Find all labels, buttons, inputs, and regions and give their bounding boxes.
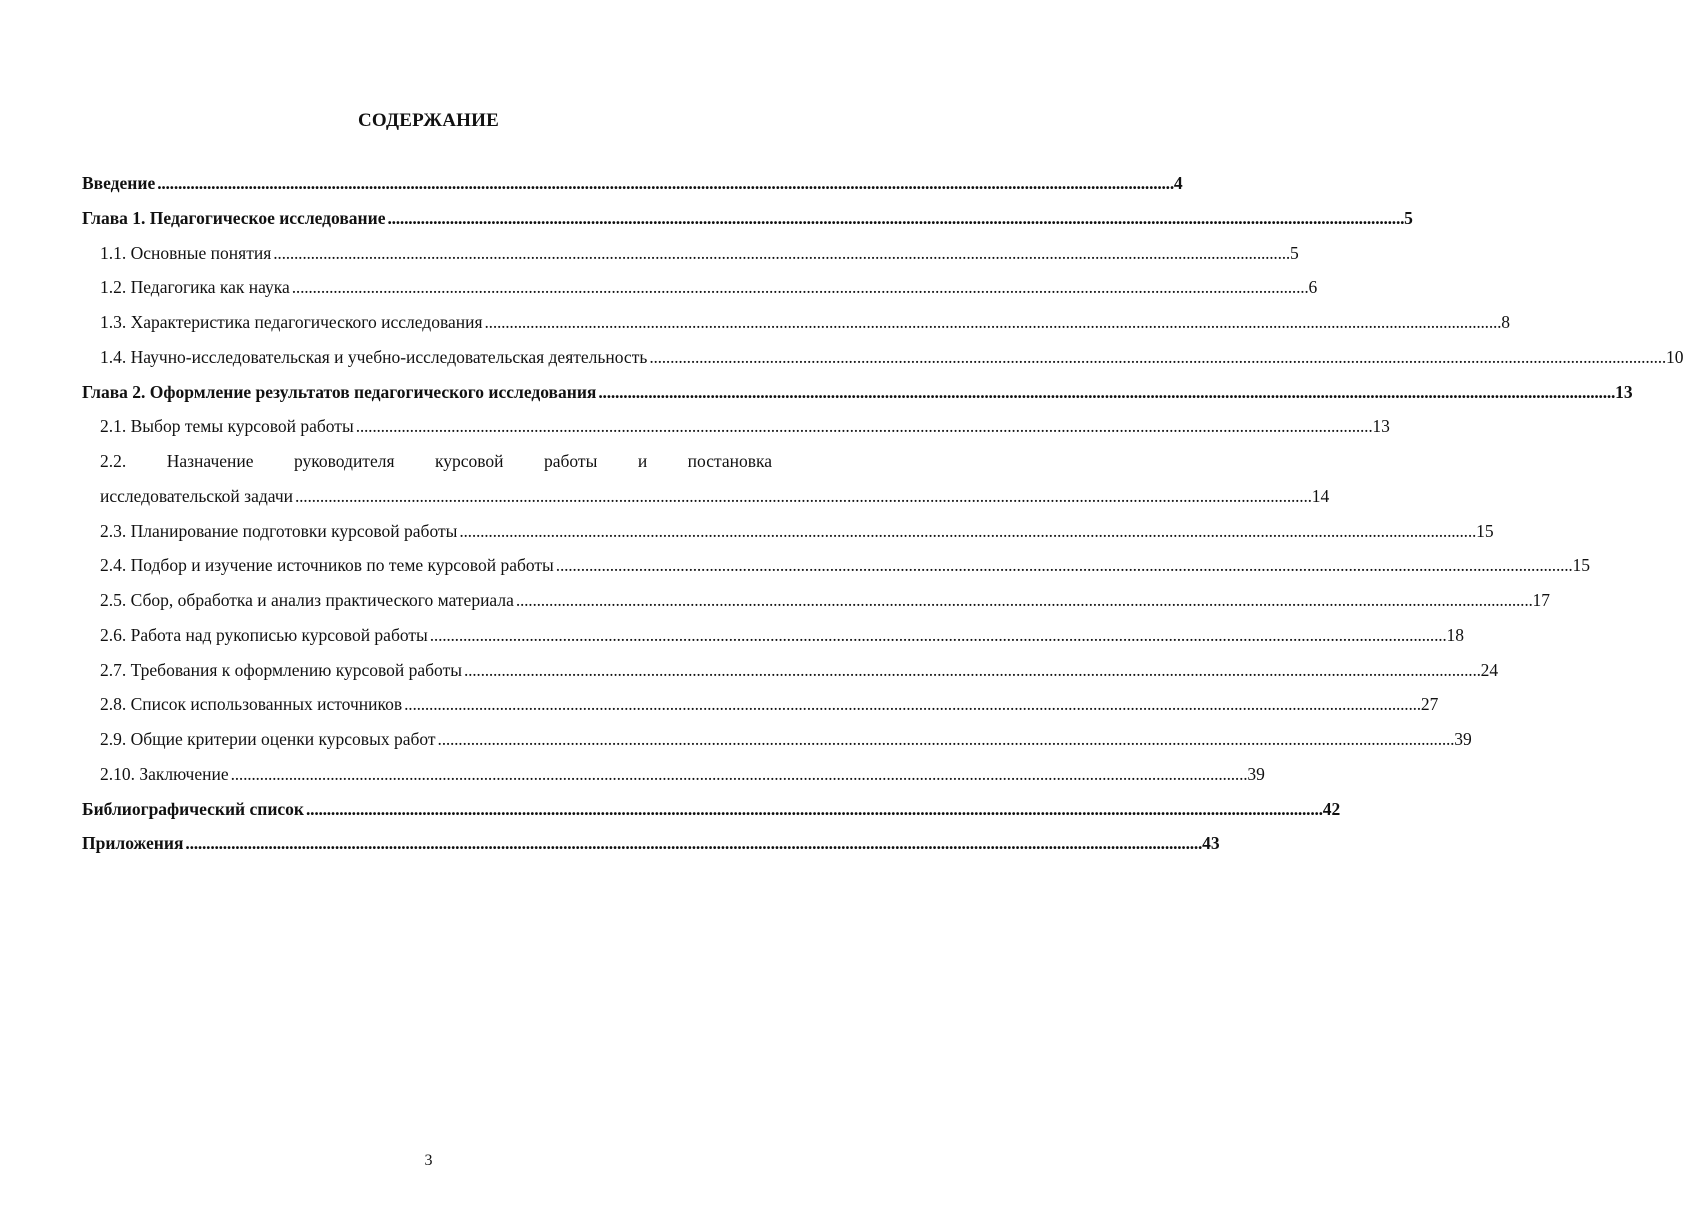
toc-dot-leader	[292, 270, 1307, 305]
toc-entry-ch2	[82, 375, 1633, 410]
toc-dot-leader	[157, 166, 1172, 201]
toc-entry-page: 13	[1615, 381, 1633, 402]
toc-entry-title: Глава 2. Оформление результатов педагогического исследования	[82, 381, 597, 402]
toc-dot-leader	[356, 409, 1371, 444]
toc-entry-s2-1	[82, 409, 1390, 444]
toc-entry-s1-4	[82, 340, 1684, 375]
toc-entry-s1-2	[82, 270, 1318, 305]
toc-entry-page: 6	[1308, 277, 1318, 298]
toc-entry-title: исследовательской задачи	[100, 485, 293, 506]
toc-entry-title: 1.2. Педагогика как наука	[100, 277, 290, 298]
toc-entry-page: 13	[1372, 416, 1390, 437]
toc-entry-title: 2.8. Список использованных источников	[100, 694, 403, 715]
toc-entry-title: 2.7. Требования к оформлению курсовой работы	[100, 659, 462, 680]
toc-entry-page: 5	[1404, 207, 1413, 228]
toc-entry-biblio	[82, 792, 1341, 827]
toc-entry-appendix	[82, 826, 1220, 861]
toc-entry-title: 1.4. Научно-исследовательская и учебно-исследовательская деятельность	[100, 346, 648, 367]
toc-dot-leader	[404, 687, 1419, 722]
toc-dot-leader	[295, 479, 1310, 514]
toc-entry-page: 5	[1289, 242, 1299, 263]
toc-dot-leader	[273, 236, 1288, 271]
toc-entry-page: 17	[1532, 590, 1551, 610]
toc-entry-title: Приложения	[82, 833, 184, 854]
toc-dot-leader	[464, 653, 1479, 688]
toc-entry-page: 39	[1454, 729, 1472, 749]
toc-entry-page: 24	[1480, 659, 1499, 680]
toc-entry-s1-1	[82, 236, 1299, 271]
toc-entry-page: 15	[1572, 555, 1590, 576]
toc-entry-s2-5	[82, 583, 1551, 618]
toc-entry-s2-2	[82, 479, 1330, 514]
toc-entry-page: 4	[1173, 173, 1183, 193]
toc-entry-title: Библиографический список	[82, 798, 305, 819]
toc-entry-s2-4	[82, 548, 1590, 583]
toc-dot-leader	[430, 618, 1445, 653]
toc-entry-page: 27	[1420, 694, 1439, 715]
toc-entry-title: 2.3. Планирование подготовки курсовой работы	[100, 520, 458, 541]
toc-entry-title: 1.1. Основные понятия	[100, 242, 272, 263]
toc-entry-s2-7	[82, 653, 1499, 688]
toc-dot-leader	[556, 548, 1571, 583]
toc-entry-s2-9	[82, 722, 1472, 757]
toc-dot-leader	[459, 514, 1474, 549]
toc-dot-leader	[485, 305, 1500, 340]
toc-entry-page: 14	[1311, 485, 1330, 506]
toc-entry-s2-6	[82, 618, 1464, 653]
toc-entry-title: 2.4. Подбор и изучение источников по теме курсовой работы	[100, 555, 554, 576]
toc-entry-s2-3	[82, 514, 1494, 549]
toc-entry-s2-2-line1: 2.2. Назначение руководителя курсовой работы и постановка	[100, 451, 772, 471]
toc-entry-title: Введение	[82, 173, 156, 193]
toc-entry-s2-10	[82, 757, 1265, 792]
toc-dot-leader	[438, 722, 1453, 757]
toc-entry-page: 39	[1247, 763, 1265, 784]
toc-entry-intro	[82, 166, 1183, 201]
toc-entry-s2-8	[82, 687, 1439, 722]
toc-entry-title: 1.3. Характеристика педагогического исследования	[100, 312, 483, 332]
toc-dot-leader	[649, 340, 1664, 375]
toc-entry-page: 42	[1322, 798, 1341, 819]
toc-entry-title: 2.10. Заключение	[100, 763, 229, 784]
toc-entry-title: 2.1. Выбор темы курсовой работы	[100, 416, 354, 437]
toc-entry-page: 43	[1202, 833, 1220, 854]
toc-dot-leader	[185, 826, 1200, 861]
toc-dot-leader	[598, 375, 1613, 410]
toc-entry-s1-3	[82, 305, 1510, 340]
toc-entry-title: 2.6. Работа над рукописью курсовой работы	[100, 624, 428, 645]
toc-dot-leader	[231, 757, 1246, 792]
table-of-contents	[82, 166, 1684, 861]
page-number: 3	[424, 1152, 433, 1169]
toc-dot-leader	[516, 583, 1531, 618]
toc-dot-leader	[306, 792, 1321, 827]
page-title: СОДЕРЖАНИЕ	[358, 110, 499, 131]
toc-entry-page: 10	[1666, 346, 1684, 367]
toc-entry-ch1	[82, 201, 1413, 236]
toc-entry-title: Глава 1. Педагогическое исследование	[82, 207, 386, 228]
toc-entry-page: 15	[1476, 520, 1494, 541]
toc-entry-page: 8	[1501, 312, 1510, 332]
toc-entry-title: 2.9. Общие критерии оценки курсовых работ	[100, 729, 436, 749]
toc-dot-leader	[387, 201, 1402, 236]
toc-entry-title: 2.5. Сбор, обработка и анализ практического материала	[100, 590, 514, 610]
toc-entry-page: 18	[1446, 624, 1464, 645]
